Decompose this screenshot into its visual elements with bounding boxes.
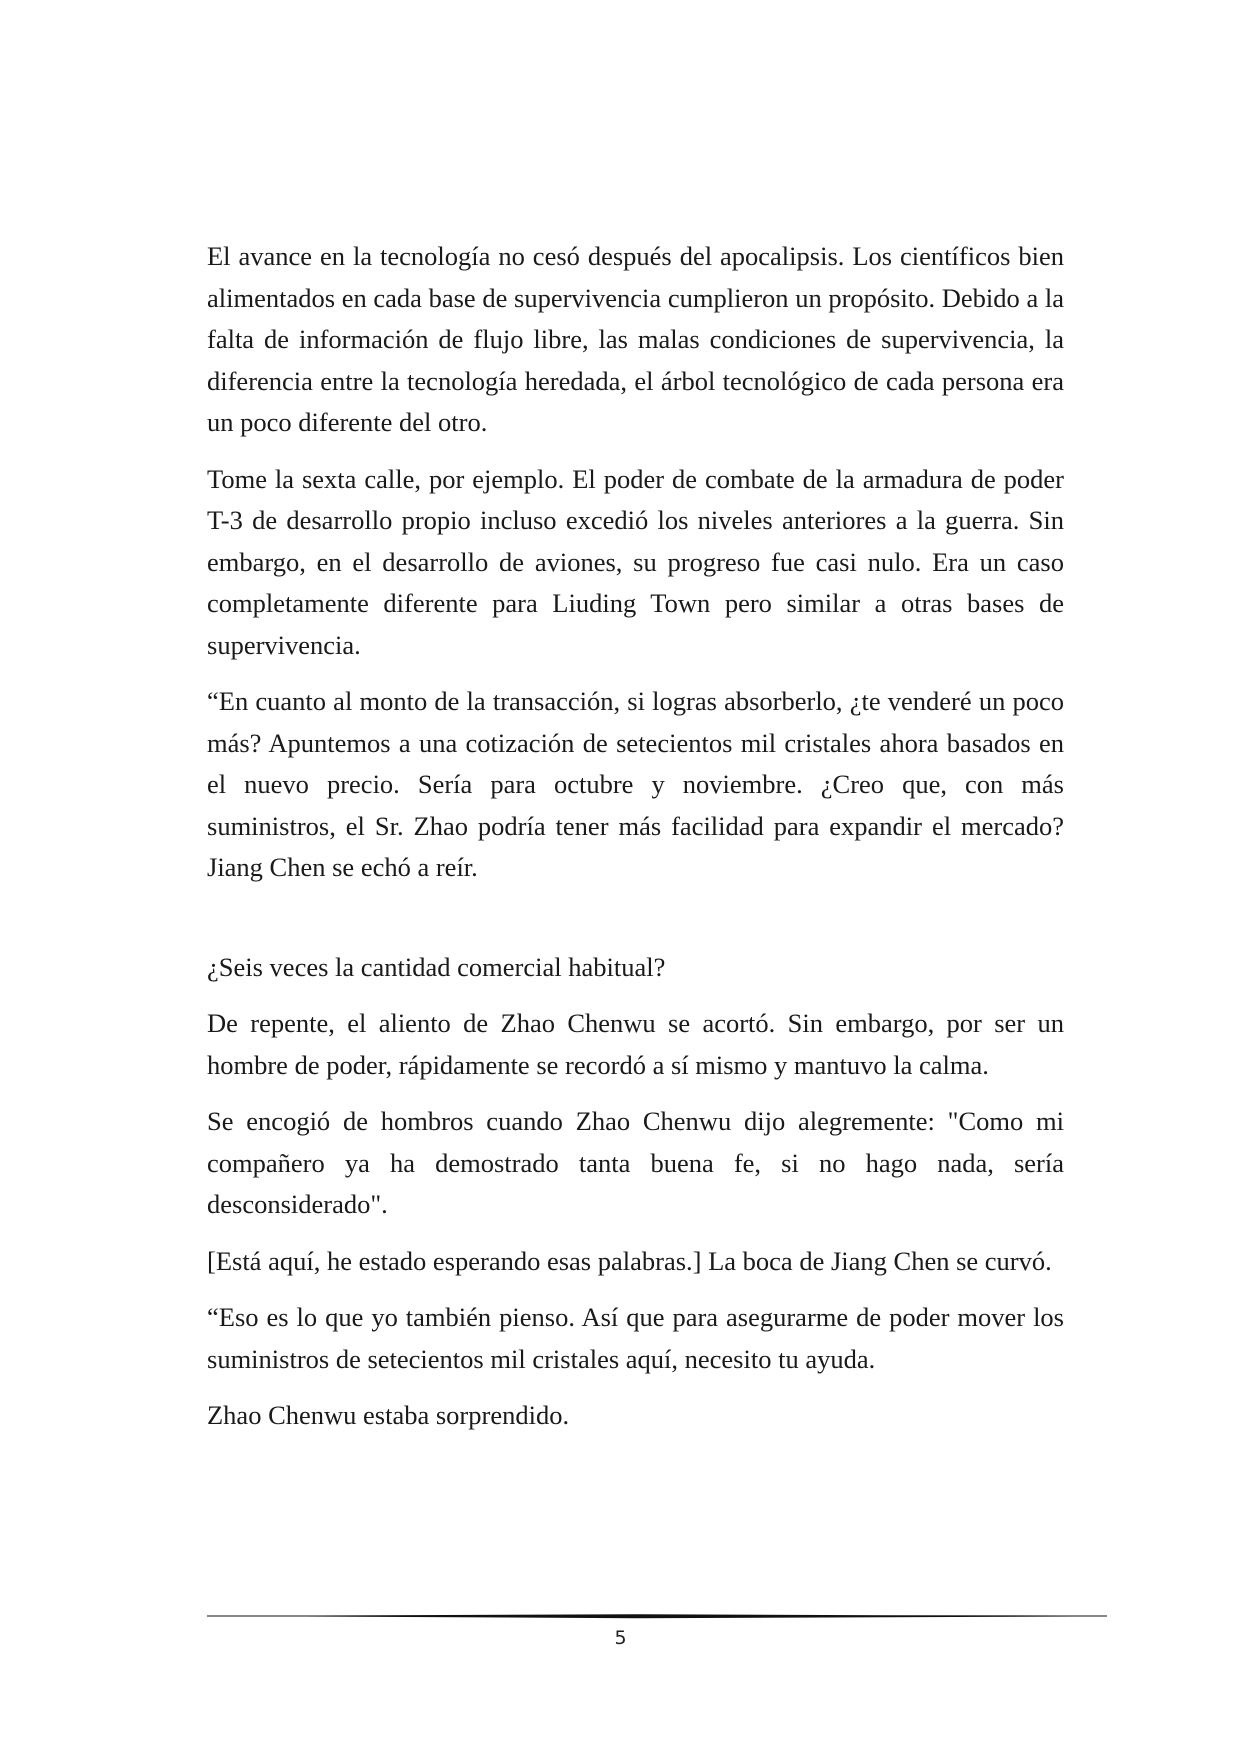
body-text: [207, 236, 1064, 1452]
paragraph-4: ¿Seis veces la cantidad comercial habitual?: [207, 951, 666, 982]
paragraph-2: Tome la sexta calle, por ejemplo. El poder de combate de la armadura de poder T-3 de desarrollo propio incluso excedió los niveles anteriores a la guerra. Sin embargo, en el desarrollo de aviones, su progreso fue casi nulo. Era un caso completamente diferente para Liuding Town pero similar a otras bases de supervivencia.: [207, 463, 1064, 660]
paragraph-7: [Está aquí, he estado esperando esas palabras.] La boca de Jiang Chen se curvó.: [207, 1245, 1052, 1276]
footer-divider: [207, 1611, 1107, 1621]
paragraph-5: De repente, el aliento de Zhao Chenwu se acortó. Sin embargo, por ser un hombre de poder, rápidamente se recordó a sí mismo y mantuvo la calma.: [207, 1008, 1064, 1080]
paragraph-6: Se encogió de hombros cuando Zhao Chenwu dijo alegremente: "Como mi compañero ya ha demostrado tanta buena fe, si no hago nada, sería desconsiderado".: [207, 1106, 1064, 1219]
paragraph-3: “En cuanto al monto de la transacción, si logras absorberlo, ¿te venderé un poco más? Apuntemos a una cotización de setecientos mil cristales ahora basados en el nuevo precio. Sería para octubre y noviembre. ¿Creo que, con más suministros, el Sr. Zhao podría tener más facilidad para expandir el mercado? Jiang Chen se echó a reír.: [207, 686, 1064, 882]
paragraph-9: Zhao Chenwu estaba sorprendido.: [207, 1400, 570, 1430]
paragraph-1: El avance en la tecnología no cesó después del apocalipsis. Los científicos bien alimentados en cada base de supervivencia cumplieron un propósito. Debido a la falta de información de flujo libre, las malas condiciones de supervivencia, la diferencia entre la tecnología heredada, el árbol tecnológico de cada persona era un poco diferente del otro.: [207, 241, 1064, 437]
page-number: 5: [614, 1627, 627, 1649]
paragraph-8: “Eso es lo que yo también pienso. Así que para asegurarme de poder mover los suministros de setecientos mil cristales aquí, necesito tu ayuda.: [207, 1302, 1064, 1374]
